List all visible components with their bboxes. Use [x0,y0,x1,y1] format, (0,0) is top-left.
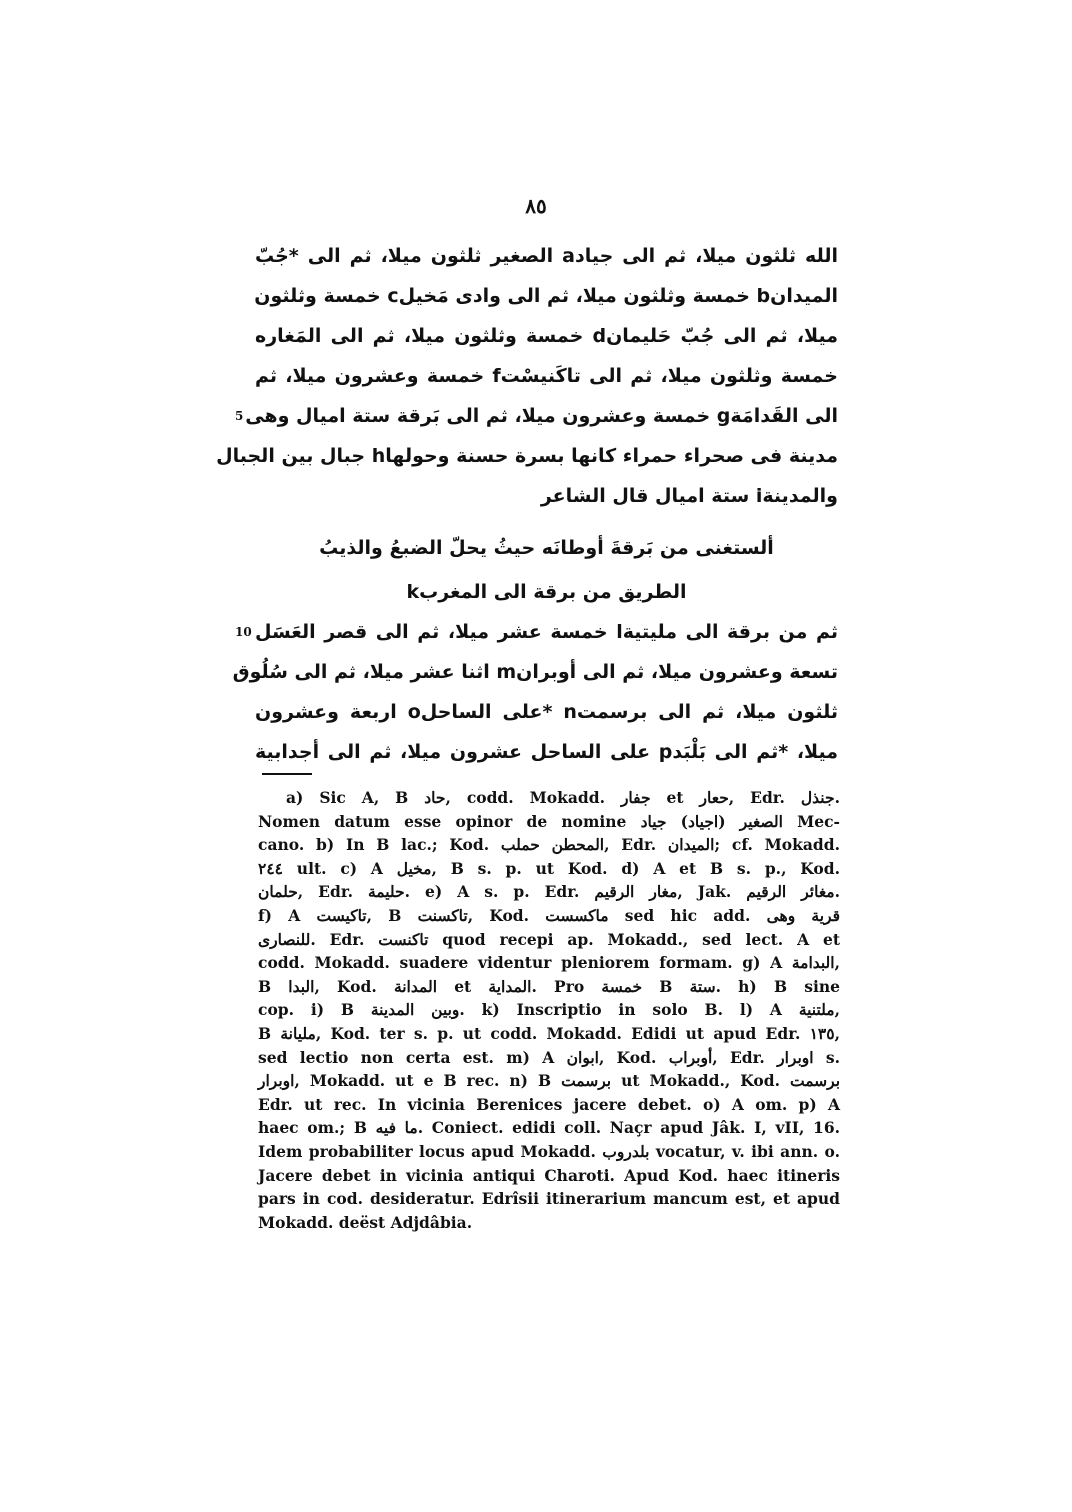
footnote-line: haec om.; B ما فيه. Coniect. edidi coll. Naçr apud Jâk. I, vII, 16. [258,1118,840,1138]
page-number: ٨٥ [525,194,547,218]
arabic-main-text [216,236,838,516]
footnotes [258,786,840,1234]
footnote-divider [262,773,312,775]
arabic-line: الله ثلثون ميلا، ثم الى جيادa الصغير ثلثون ميلا، ثم الى *جُبّ [255,245,838,267]
footnote-line: B البدا, Kod. المدانة et المداية. Pro خمسة B ستة. h) B sine [258,976,840,996]
verse-line: ألستغنى من بَرقةَ أوطانَه حيثُ يحلّ الضبعُ والذيبُ [319,537,774,559]
arabic-line: خمسة وثلثون ميلا، ثم الى تاكَنيسْتf خمسة وعشرون ميلا، ثم [255,365,838,387]
footnote-line: Edr. ut rec. In vicinia Berenices jacere debet. o) A om. p) A [258,1094,840,1114]
footnote-line: Mokadd. deëst Adjdâbia. [258,1212,473,1232]
footnote-line: B مليانة, Kod. ter s. p. ut codd. Mokadd. Edidi ut apud Edr. ١٣٥, [258,1023,840,1043]
footnote-line: codd. Mokadd. suadere videntur pleniorem formam. g) A البدامة, [258,953,840,973]
footnote-line: Idem probabiliter locus apud Mokadd. بلدروب vocatur, v. ibi ann. o. [258,1141,840,1161]
footnote-line: sed lectio non certa est. m) A ابوان, Kod. أوبراب, Edr. اوبرار s. [258,1047,840,1067]
footnote-line: f) A تاكيست, B تاكسنت, Kod. ماكسست sed hic add. قرية وهى [258,905,840,925]
arabic-line: ميلا، *ثم الى بَلْبَدp على الساحل عشرون ميلا، ثم الى أجدابية [255,741,838,763]
line-number: 5 [235,409,244,423]
arabic-line: ميلا، ثم الى جُبّ حَليمانd خمسة وثلثون ميلا، ثم الى المَغاره [255,325,838,347]
footnote-line: حلمان, Edr. حليمة. e) A s. p. Edr. مغار الرقيم, Jak. مغائر الرقيم. [258,882,841,902]
footnote-line: pars in cod. desideratur. Edrîsii itinerarium mancum est, et apud [258,1189,840,1209]
verse-block [255,528,838,612]
footnote-line: للنصارى. Edr. تاكنست quod recepi ap. Mokadd., sed lect. A et [258,929,841,949]
footnote-line: ٢٤٤ ult. c) A مخيل, B s. p. ut Kod. d) A et B s. p., Kod. [258,858,840,878]
arabic-line: والمدينةi ستة اميال قال الشاعر [540,485,838,507]
footnote-line: Jacere debet in vicinia antiqui Charoti. Apud Kod. haec itineris [258,1165,840,1185]
arabic-line: الى القَدامَةg خمسة وعشرون ميلا، ثم الى بَرقة ستة اميال وهى 5 [255,396,838,436]
arabic-line: مدينة فى صحراء حمراء كانها بسرة حسنة وحولهاh جبال بين الجبال [216,445,838,467]
footnote-line: Nomen datum esse opinor de nomine الصغير (اجياد) جياد Mec- [258,811,840,831]
arabic-line: الميدانb خمسة وثلثون ميلا، ثم الى وادى مَخيلc خمسة وثلثون [254,285,838,307]
footnote-line: a) Sic A, B حاد, codd. Mokadd. جفار et حعار, Edr. جنذل. [286,788,840,807]
arabic-section-text [232,612,839,772]
footnote-line: cop. i) B وبين المدينة. k) Inscriptio in solo B. l) A ملتنية, [258,1000,840,1020]
section-heading: الطريق من برقة الى المغربk [406,581,687,603]
line-number: 10 [235,625,252,639]
footnote-line: cano. b) In B lac.; Kod. المحطن حملب, Edr. الميدان; cf. Mokadd. [258,835,840,855]
arabic-line: ثلثون ميلا، ثم الى برسمتn *على الساحلo اربعة وعشرون [255,701,838,723]
arabic-line: ثم من برقة الى مليتيةl خمسة عشر ميلا، ثم الى قصر العَسَل 10 [255,612,838,652]
footnote-line: اوبرار, Mokadd. ut e B rec. n) B برسمت ut Mokadd., Kod. برسمت [258,1071,841,1091]
arabic-line: تسعة وعشرون ميلا، ثم الى أوبرانm اثنا عشر ميلا، ثم الى سُلُوق [232,661,838,683]
